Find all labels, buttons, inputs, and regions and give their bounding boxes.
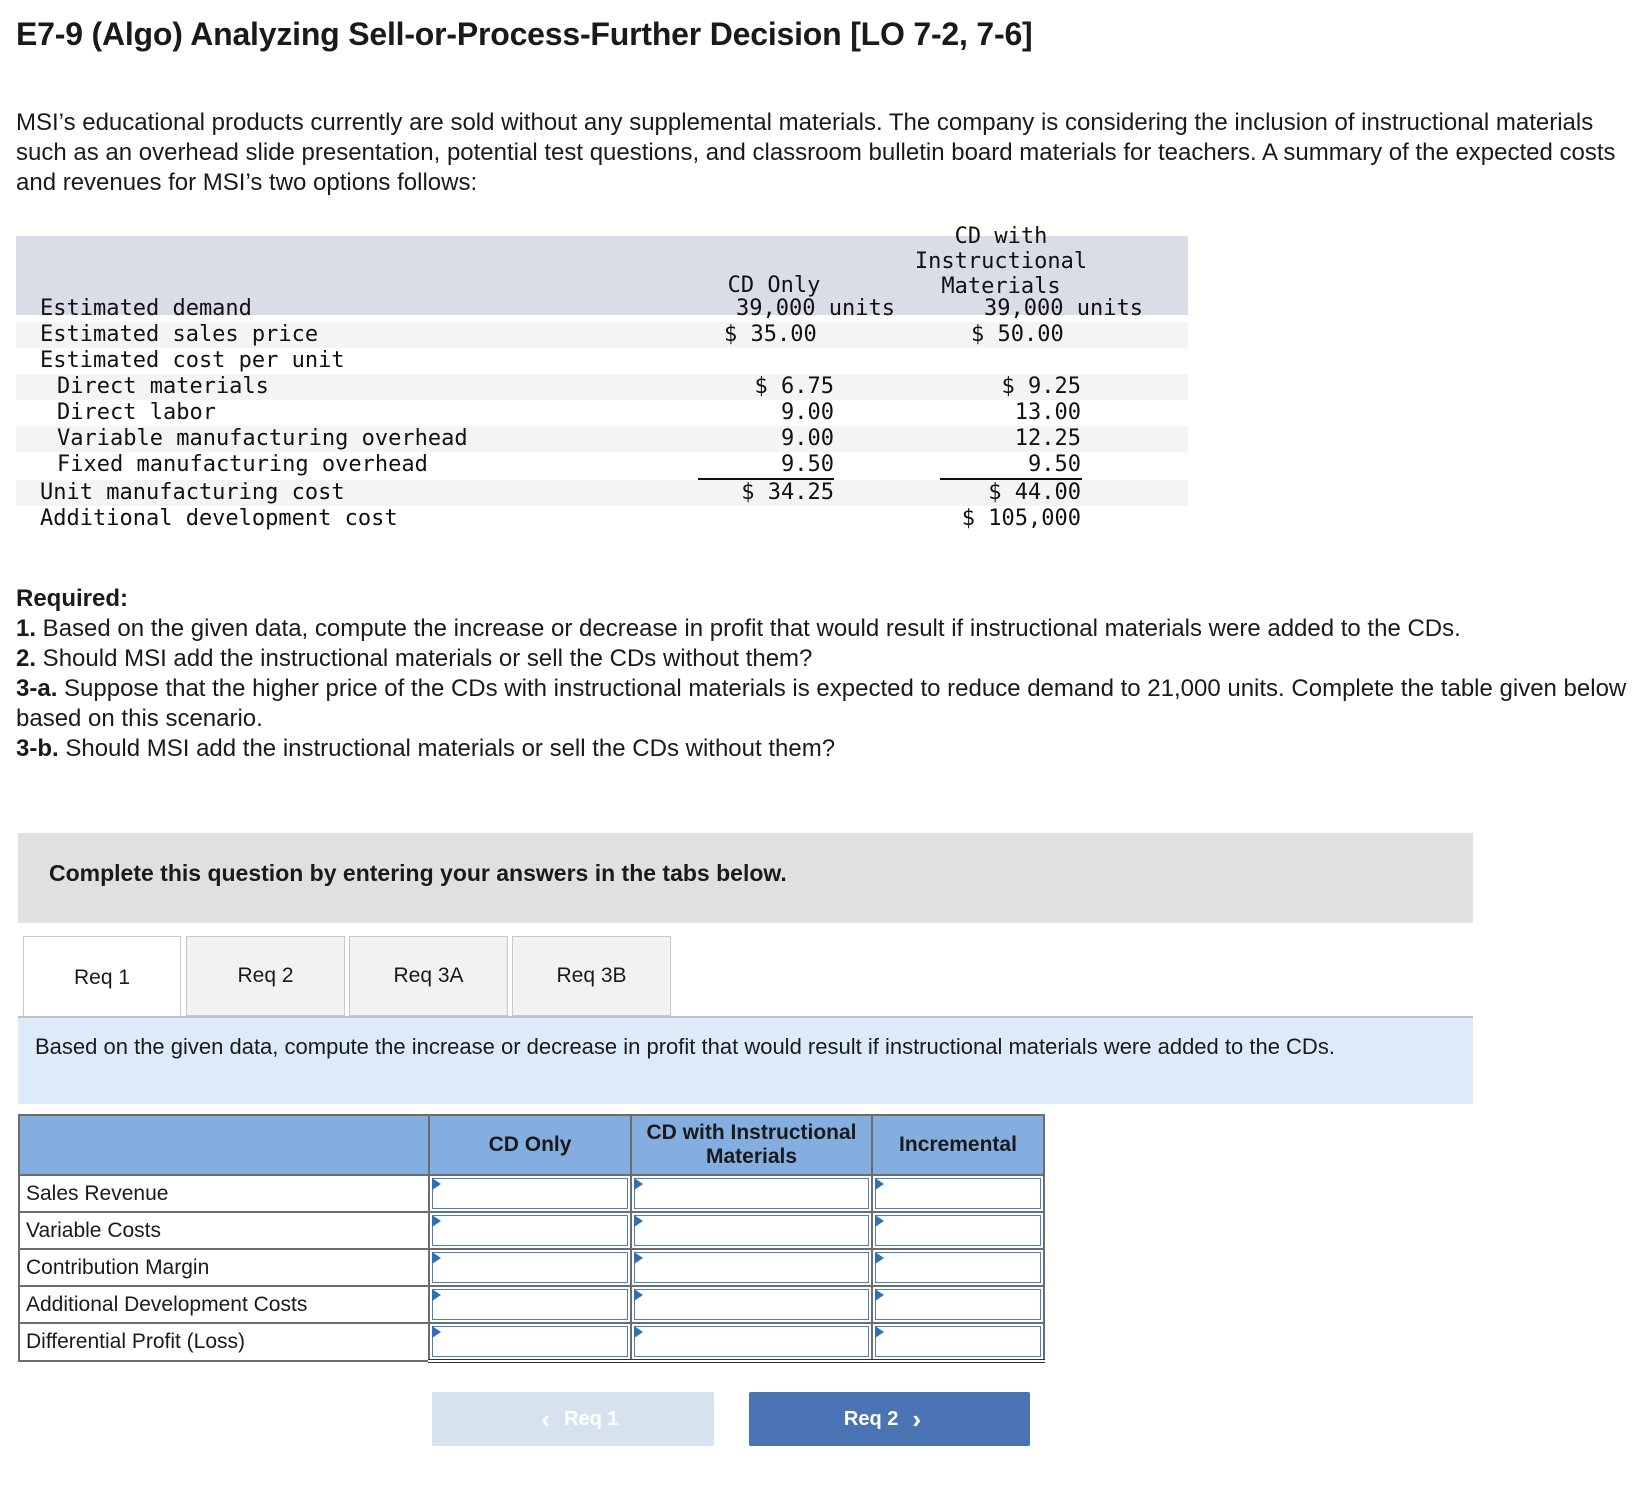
summary-row-development-cost: [16, 506, 1188, 532]
summary-row-fixed-overhead: [16, 452, 1188, 478]
input-cm-incremental[interactable]: [872, 1249, 1044, 1286]
row-label: Fixed manufacturing overhead: [57, 452, 428, 477]
row-label-differential-profit: Differential Profit (Loss): [19, 1323, 429, 1361]
cd-only-value: $ 34.25: [741, 480, 834, 505]
row-label-contribution-margin: Contribution Margin: [19, 1249, 429, 1286]
input-profit-cd-instructional[interactable]: [631, 1323, 872, 1361]
row-label-additional-development: Additional Development Costs: [19, 1286, 429, 1323]
col-cd-only-header: CD Only: [727, 273, 821, 298]
row-label: Variable manufacturing overhead: [57, 426, 468, 451]
required-item-2: 2. Should MSI add the instructional materials or sell the CDs without them?: [16, 645, 813, 672]
input-sales-cd-instructional[interactable]: [631, 1175, 872, 1212]
required-item-3a: 3-a. Suppose that the higher price of the CDs with instructional materials is expected to reduce demand to 21,000 units. Complete the table given below based on this scenario.: [16, 675, 1627, 732]
next-button[interactable]: [749, 1392, 1030, 1446]
answer-header-row: [19, 1115, 1044, 1175]
chevron-left-icon: ‹: [541, 1403, 551, 1434]
row-label: Estimated cost per unit: [40, 348, 345, 373]
row-label: Direct materials: [57, 374, 269, 399]
cd-only-value: 39,000 units: [736, 296, 895, 321]
required-item-3b: 3-b. Should MSI add the instructional materials or sell the CDs without them?: [16, 735, 836, 762]
summary-row-price: [16, 322, 1188, 348]
input-devcost-incremental[interactable]: [872, 1286, 1044, 1323]
row-label: Direct labor: [57, 400, 216, 425]
required-item-1: 1. Based on the given data, compute the increase or decrease in profit that would result if instructional materials were added to the CDs.: [16, 615, 1461, 642]
cd-only-value: 9.00: [781, 400, 834, 425]
header-blank: [19, 1115, 429, 1175]
cd-only-value: 9.50: [781, 452, 834, 477]
page-title: E7-9 (Algo) Analyzing Sell-or-Process-Further Decision [LO 7-2, 7-6]: [16, 16, 1033, 52]
prev-button-label: Req 1: [564, 1407, 619, 1430]
summary-row-cost-per-unit: [16, 348, 1188, 374]
question-instruction: [18, 1018, 1473, 1104]
row-label: Additional development cost: [40, 506, 398, 531]
chevron-right-icon: ›: [912, 1403, 922, 1434]
instruction-text: Based on the given data, compute the increase or decrease in profit that would result if instructional materials were added to the CDs.: [35, 1034, 1335, 1059]
summary-row-unit-cost: [16, 480, 1188, 506]
answer-table: [18, 1114, 1045, 1363]
input-varcost-cd-only[interactable]: [429, 1212, 631, 1249]
tab-req-1[interactable]: Req 1: [23, 936, 181, 1018]
tab-req-3a[interactable]: Req 3A: [349, 936, 508, 1016]
prev-button[interactable]: [432, 1392, 714, 1446]
required-heading: Required:: [16, 585, 129, 612]
input-devcost-cd-only[interactable]: [429, 1286, 631, 1323]
col-cd-instructional-header-line1: CD with: [954, 224, 1048, 249]
table-row: [19, 1175, 1044, 1212]
summary-row-demand: [16, 296, 1188, 322]
summary-row-variable-overhead: [16, 426, 1188, 452]
summary-row-direct-materials: [16, 374, 1188, 400]
summary-row-direct-labor: [16, 400, 1188, 426]
row-label: Estimated demand: [40, 296, 252, 321]
header-incremental: Incremental: [872, 1115, 1044, 1175]
table-row: [19, 1286, 1044, 1323]
intro-text: MSI’s educational products currently are sold without any supplemental materials. The company is considering the inclusion of instructional materials such as an overhead slide presentation, potential test questions, and classroom bulletin board materials for teachers. A summary of the expected costs and revenues for MSI’s two options follows:: [16, 109, 1616, 196]
header-cd-instructional: CD with Instructional Materials: [631, 1115, 872, 1175]
cd-only-value: 9.00: [781, 426, 834, 451]
cd-only-value: $ 35.00: [724, 322, 817, 347]
table-row: [19, 1212, 1044, 1249]
row-label-variable-costs: Variable Costs: [19, 1212, 429, 1249]
cd-instr-value: 9.50: [1028, 452, 1081, 477]
instructions-banner: [18, 833, 1473, 923]
col-cd-instructional-header-line3: Materials: [941, 274, 1061, 299]
cd-instr-value: $ 105,000: [961, 506, 1081, 531]
input-cm-cd-only[interactable]: [429, 1249, 631, 1286]
table-row: [19, 1323, 1044, 1361]
cd-instr-value: 12.25: [1014, 426, 1081, 451]
row-label-sales-revenue: Sales Revenue: [19, 1175, 429, 1212]
header-cd-only: CD Only: [429, 1115, 631, 1175]
input-varcost-cd-instructional[interactable]: [631, 1212, 872, 1249]
cd-instr-value: 39,000 units: [984, 296, 1143, 321]
required-section: [16, 584, 1636, 764]
input-devcost-cd-instructional[interactable]: [631, 1286, 872, 1323]
input-profit-cd-only[interactable]: [429, 1323, 631, 1361]
row-label: Unit manufacturing cost: [40, 480, 345, 505]
input-profit-incremental[interactable]: [872, 1323, 1044, 1361]
col-cd-instructional-header-line2: Instructional: [914, 249, 1088, 274]
input-sales-incremental[interactable]: [872, 1175, 1044, 1212]
cd-instr-value: $ 50.00: [971, 322, 1064, 347]
input-cm-cd-instructional[interactable]: [631, 1249, 872, 1286]
table-row: [19, 1249, 1044, 1286]
input-varcost-incremental[interactable]: [872, 1212, 1044, 1249]
input-sales-cd-only[interactable]: [429, 1175, 631, 1212]
next-button-label: Req 2: [843, 1407, 899, 1430]
cd-instr-value: $ 44.00: [988, 480, 1081, 505]
row-label: Estimated sales price: [40, 322, 319, 347]
cd-instr-value: $ 9.25: [1001, 374, 1081, 399]
cd-only-value: $ 6.75: [754, 374, 834, 399]
tab-req-2[interactable]: Req 2: [186, 936, 345, 1016]
cd-instr-value: 13.00: [1014, 400, 1081, 425]
tab-req-3b[interactable]: Req 3B: [512, 936, 671, 1016]
banner-text: Complete this question by entering your answers in the tabs below.: [49, 860, 787, 886]
